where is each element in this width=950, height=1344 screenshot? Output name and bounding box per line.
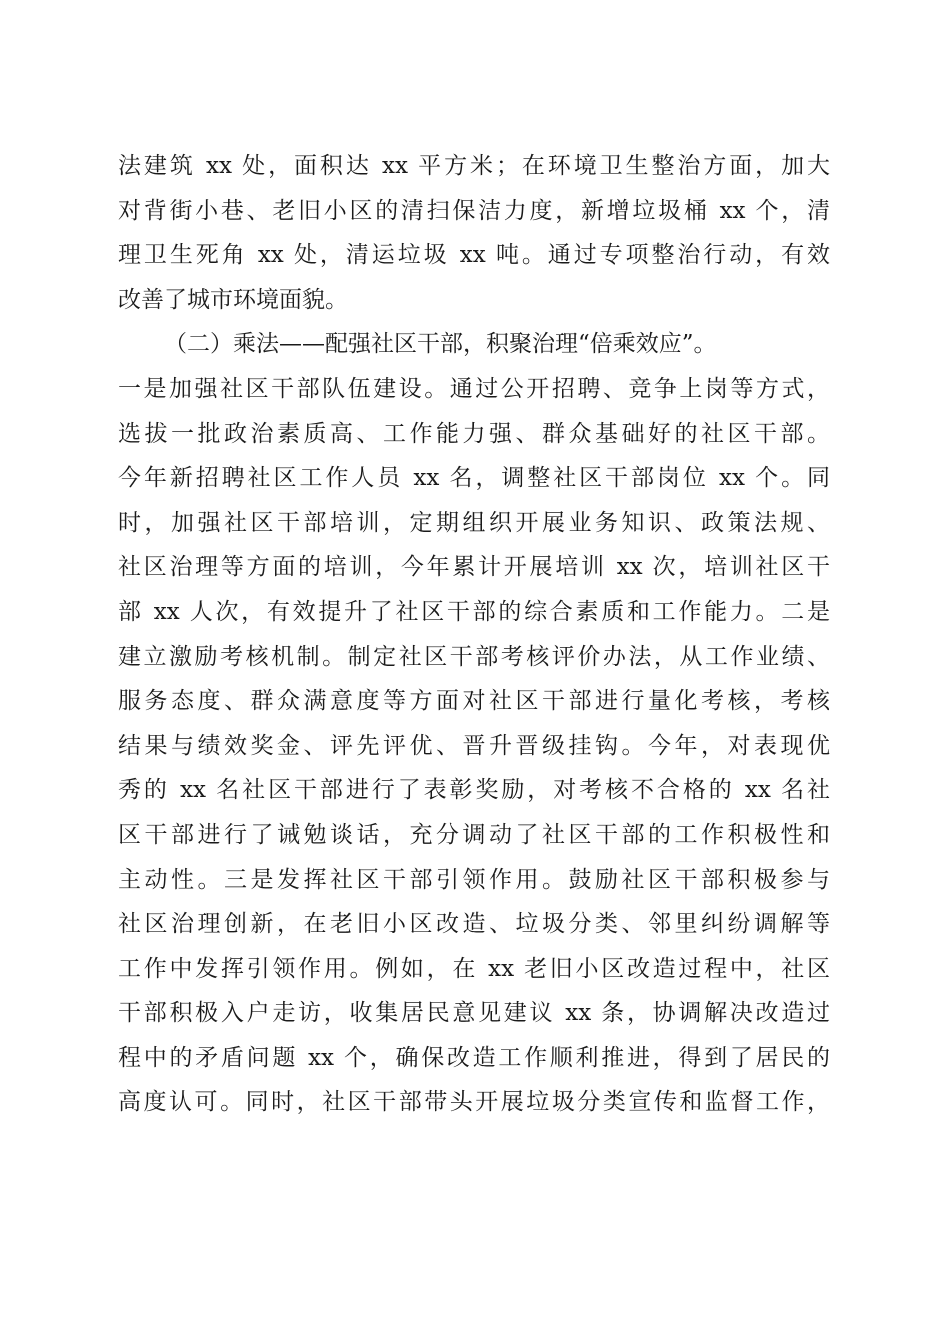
text-line: 理卫生死角 xx 处，清运垃圾 xx 吨。通过专项整治行动，有效 bbox=[118, 242, 830, 269]
text-line: 社区治理创新，在老旧小区改造、垃圾分类、邻里纠纷调解等 bbox=[118, 911, 830, 938]
text-line: 工作中发挥引领作用。例如，在 xx 老旧小区改造过程中，社区 bbox=[118, 955, 830, 982]
text-line: 秀的 xx 名社区干部进行了表彰奖励，对考核不合格的 xx 名社 bbox=[118, 777, 830, 804]
text-line: 主动性。三是发挥社区干部引领作用。鼓励社区干部积极参与 bbox=[118, 866, 830, 893]
text-line: 一是加强社区干部队伍建设。通过公开招聘、竞争上岗等方式， bbox=[118, 375, 830, 402]
text-line: 法建筑 xx 处，面积达 xx 平方米；在环境卫生整治方面，加大 bbox=[118, 153, 830, 179]
text-line: 服务态度、群众满意度等方面对社区干部进行量化考核，考核 bbox=[118, 688, 830, 715]
text-line: 对背街小巷、老旧小区的清扫保洁力度，新增垃圾桶 xx 个，清 bbox=[118, 197, 830, 224]
text-line: 今年新招聘社区工作人员 xx 名，调整社区干部岗位 xx 个。同 bbox=[118, 465, 830, 492]
body-text bbox=[118, 144, 830, 1125]
text-line: 结果与绩效奖金、评先评优、晋升晋级挂钩。今年，对表现优 bbox=[118, 732, 830, 759]
text-line: 部 xx 人次，有效提升了社区干部的综合素质和工作能力。二是 bbox=[118, 598, 830, 625]
text-line: 程中的矛盾问题 xx 个，确保改造工作顺利推进，得到了居民的 bbox=[118, 1044, 830, 1071]
text-line: 社区治理等方面的培训，今年累计开展培训 xx 次，培训社区干 bbox=[118, 554, 830, 581]
text-line: 选拔一批政治素质高、工作能力强、群众基础好的社区干部。 bbox=[118, 420, 830, 447]
text-line: 区干部进行了诫勉谈话，充分调动了社区干部的工作积极性和 bbox=[118, 821, 830, 848]
text-line: 高度认可。同时，社区干部带头开展垃圾分类宣传和监督工作， bbox=[118, 1089, 830, 1116]
section-heading: （二）乘法——配强社区干部，积聚治理“倍乘效应”。 bbox=[164, 331, 717, 358]
text-line: 干部积极入户走访，收集居民意见建议 xx 条，协调解决改造过 bbox=[118, 1000, 830, 1027]
text-line: 时，加强社区干部培训，定期组织开展业务知识、政策法规、 bbox=[118, 509, 830, 536]
text-line: 建立激励考核机制。制定社区干部考核评价办法，从工作业绩、 bbox=[118, 643, 830, 670]
text-line: 改善了城市环境面貌。 bbox=[118, 286, 348, 313]
